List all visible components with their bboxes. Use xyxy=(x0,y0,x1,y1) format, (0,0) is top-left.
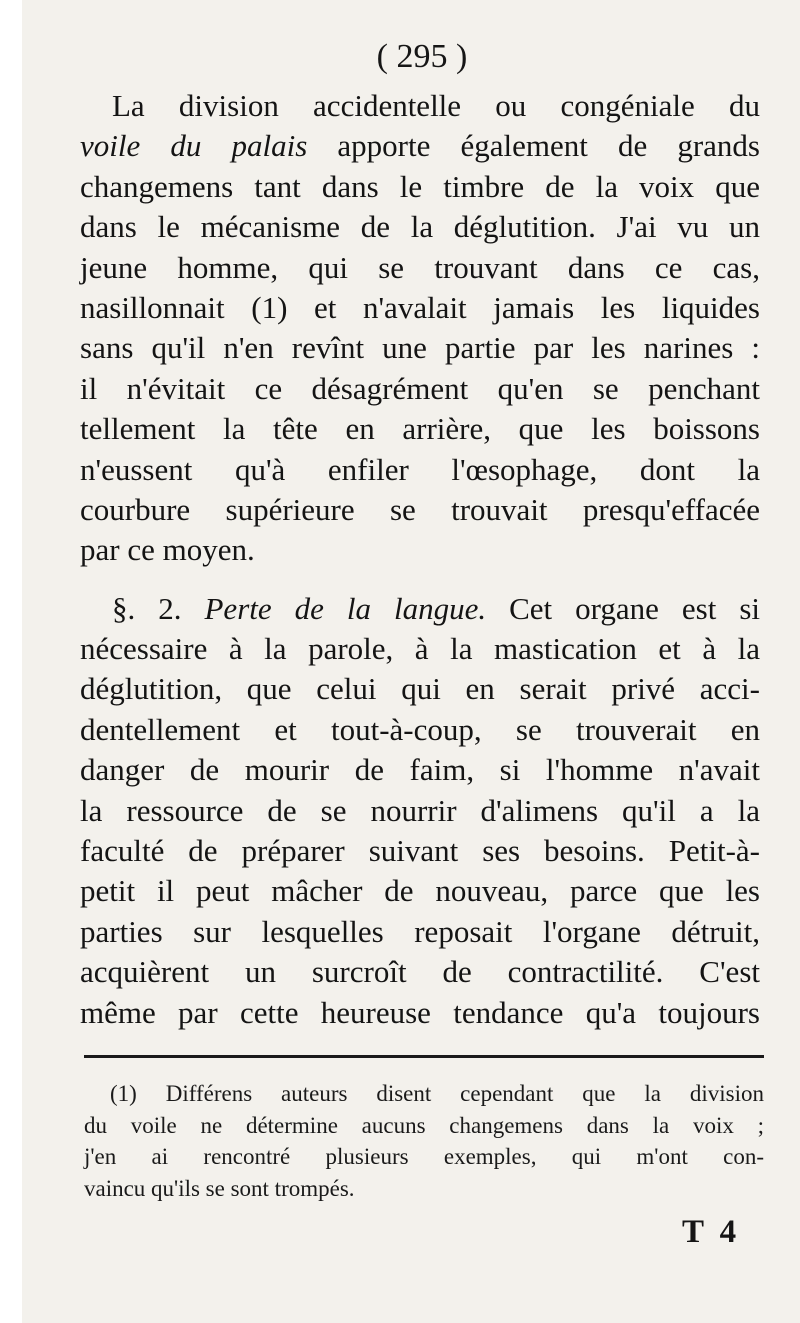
text-line xyxy=(80,86,760,126)
text-line: parties sur lesquelles reposait l'organe détruit, xyxy=(80,913,760,949)
text-line: par ce moyen. xyxy=(80,532,255,568)
text-line: déglutition, que celui qui en serait privé acci- xyxy=(80,671,760,707)
text-line: danger de mourir de faim, si l'homme n'avait xyxy=(80,752,760,788)
text-line: jeune homme, qui se trouvant dans ce cas, xyxy=(80,249,760,285)
footnote-rule xyxy=(84,1055,764,1058)
text-line: acquièrent un surcroît de contractilité. C'est xyxy=(80,954,760,990)
text-line: nasillonnait (1) et n'avalait jamais les liquides xyxy=(80,289,760,325)
footnote-line: vaincu qu'ils se sont trompés. xyxy=(84,1175,355,1201)
text-line: n'eussent qu'à enfiler l'œsophage, dont la xyxy=(80,451,760,487)
footnote-line: du voile ne détermine aucuns changemens dans la voix ; xyxy=(84,1112,764,1138)
text-line: nécessaire à la parole, à la mastication et à la xyxy=(80,631,760,667)
italic-term: voile du palais xyxy=(80,128,308,164)
text-line-content: apporte également de grands xyxy=(307,128,760,164)
section-heading-line xyxy=(80,589,760,629)
text-line: changemens tant dans le timbre de la voix que xyxy=(80,168,760,204)
text-line-content: (1) Différens auteurs disent cependant que la division xyxy=(110,1081,764,1106)
page-number: ( 295 ) xyxy=(376,38,468,75)
main-text xyxy=(80,86,760,1033)
paragraph-gap xyxy=(80,571,760,589)
text-line-content: Cet organe est si xyxy=(509,590,761,626)
text-line: faculté de préparer suivant ses besoins. Petit-à- xyxy=(80,833,760,869)
text-line: il n'évitait ce désagrément qu'en se penchant xyxy=(80,370,760,406)
text-line: dentellement et tout-à-coup, se trouverait en xyxy=(80,711,760,747)
section-title: Perte de la langue. xyxy=(204,590,487,626)
text-line: la ressource de se nourrir d'alimens qu'il a la xyxy=(80,792,760,828)
text-line: sans qu'il n'en revînt une partie par les narines : xyxy=(80,330,760,366)
text-line: petit il peut mâcher de nouveau, parce que les xyxy=(80,873,760,909)
signature-mark: T 4 xyxy=(682,1214,741,1250)
text-line-content: La division accidentelle ou congéniale du xyxy=(112,88,760,123)
section-mark: §. 2. xyxy=(112,590,182,626)
text-line: courbure supérieure se trouvait presqu'effacée xyxy=(80,491,760,527)
text-line: tellement la tête en arrière, que les boissons xyxy=(80,411,760,447)
text-line: dans le mécanisme de la déglutition. J'ai vu un xyxy=(80,209,760,245)
text-line: même par cette heureuse tendance qu'a toujours xyxy=(80,994,760,1030)
text-line xyxy=(80,126,760,166)
footnote xyxy=(84,1078,764,1204)
footnote-line: j'en ai rencontré plusieurs exemples, qui m'ont con- xyxy=(84,1144,764,1169)
footnote-line xyxy=(84,1078,764,1110)
